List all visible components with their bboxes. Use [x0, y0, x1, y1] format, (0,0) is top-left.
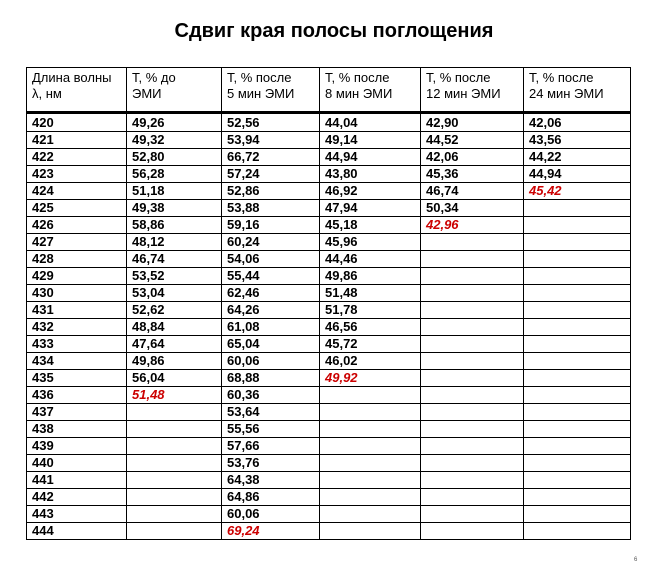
cell-after-5min: 53,88 — [222, 200, 320, 217]
header-line: Т, % после — [325, 70, 390, 85]
cell-after-5min: 57,24 — [222, 166, 320, 183]
cell-after-8min — [320, 421, 421, 438]
cell-after-8min: 46,56 — [320, 319, 421, 336]
header-before-emi — [127, 68, 222, 113]
cell-after-24min — [524, 421, 631, 438]
cell-after-12min — [421, 387, 524, 404]
cell-wavelength: 420 — [27, 113, 127, 132]
cell-wavelength: 439 — [27, 438, 127, 455]
cell-wavelength: 434 — [27, 353, 127, 370]
cell-after-8min: 47,94 — [320, 200, 421, 217]
cell-wavelength: 436 — [27, 387, 127, 404]
cell-before-emi — [127, 472, 222, 489]
table-row — [27, 506, 631, 523]
cell-after-5min: 61,08 — [222, 319, 320, 336]
cell-after-8min: 45,96 — [320, 234, 421, 251]
cell-after-5min: 60,36 — [222, 387, 320, 404]
table-row — [27, 387, 631, 404]
table-row — [27, 132, 631, 149]
cell-after-5min: 54,06 — [222, 251, 320, 268]
cell-after-12min — [421, 370, 524, 387]
cell-after-8min: 45,72 — [320, 336, 421, 353]
table-row — [27, 285, 631, 302]
cell-before-emi: 46,74 — [127, 251, 222, 268]
cell-after-24min — [524, 472, 631, 489]
cell-before-emi: 49,38 — [127, 200, 222, 217]
cell-after-24min — [524, 268, 631, 285]
table-row — [27, 251, 631, 268]
cell-after-5min: 57,66 — [222, 438, 320, 455]
cell-before-emi — [127, 506, 222, 523]
cell-after-12min — [421, 336, 524, 353]
cell-after-8min — [320, 404, 421, 421]
cell-after-12min — [421, 353, 524, 370]
cell-after-12min — [421, 251, 524, 268]
table-row — [27, 336, 631, 353]
cell-after-12min — [421, 523, 524, 540]
cell-before-emi: 51,48 — [127, 387, 222, 404]
cell-after-12min: 50,34 — [421, 200, 524, 217]
cell-after-5min: 52,86 — [222, 183, 320, 200]
cell-wavelength: 426 — [27, 217, 127, 234]
cell-wavelength: 424 — [27, 183, 127, 200]
cell-before-emi: 56,04 — [127, 370, 222, 387]
cell-after-8min — [320, 489, 421, 506]
cell-before-emi: 53,52 — [127, 268, 222, 285]
cell-after-5min: 60,06 — [222, 353, 320, 370]
table-row — [27, 353, 631, 370]
cell-after-24min: 42,06 — [524, 113, 631, 132]
cell-after-12min — [421, 268, 524, 285]
cell-after-5min: 68,88 — [222, 370, 320, 387]
cell-after-5min: 64,86 — [222, 489, 320, 506]
cell-after-8min: 44,04 — [320, 113, 421, 132]
cell-wavelength: 440 — [27, 455, 127, 472]
cell-after-24min — [524, 404, 631, 421]
cell-after-12min: 46,74 — [421, 183, 524, 200]
cell-wavelength: 431 — [27, 302, 127, 319]
cell-before-emi: 53,04 — [127, 285, 222, 302]
cell-before-emi — [127, 438, 222, 455]
cell-after-8min — [320, 506, 421, 523]
table-row — [27, 183, 631, 200]
cell-wavelength: 437 — [27, 404, 127, 421]
cell-before-emi: 48,84 — [127, 319, 222, 336]
cell-after-12min — [421, 234, 524, 251]
header-line: 5 мин ЭМИ — [227, 86, 295, 101]
cell-wavelength: 441 — [27, 472, 127, 489]
cell-wavelength: 444 — [27, 523, 127, 540]
cell-after-12min — [421, 302, 524, 319]
cell-wavelength: 429 — [27, 268, 127, 285]
cell-after-8min: 51,48 — [320, 285, 421, 302]
header-after-5min — [222, 68, 320, 113]
table-row — [27, 302, 631, 319]
cell-after-24min — [524, 387, 631, 404]
cell-after-24min — [524, 251, 631, 268]
cell-after-12min — [421, 472, 524, 489]
cell-wavelength: 442 — [27, 489, 127, 506]
cell-wavelength: 432 — [27, 319, 127, 336]
header-line: Т, % после — [426, 70, 491, 85]
table-row — [27, 523, 631, 540]
cell-before-emi: 58,86 — [127, 217, 222, 234]
cell-wavelength: 430 — [27, 285, 127, 302]
cell-after-12min — [421, 438, 524, 455]
cell-after-24min — [524, 302, 631, 319]
header-after-8min — [320, 68, 421, 113]
header-line: Т, % после — [227, 70, 292, 85]
header-line: Длина волны — [32, 70, 112, 85]
table-row — [27, 149, 631, 166]
cell-before-emi: 51,18 — [127, 183, 222, 200]
cell-after-24min — [524, 370, 631, 387]
cell-after-24min — [524, 200, 631, 217]
cell-after-12min — [421, 421, 524, 438]
cell-after-8min — [320, 523, 421, 540]
cell-after-5min: 62,46 — [222, 285, 320, 302]
cell-wavelength: 421 — [27, 132, 127, 149]
cell-after-12min: 42,96 — [421, 217, 524, 234]
header-line: ЭМИ — [132, 86, 162, 101]
cell-after-12min: 42,06 — [421, 149, 524, 166]
table-row — [27, 404, 631, 421]
cell-after-12min — [421, 506, 524, 523]
cell-before-emi — [127, 523, 222, 540]
cell-after-5min: 69,24 — [222, 523, 320, 540]
cell-after-8min: 51,78 — [320, 302, 421, 319]
cell-after-5min: 64,26 — [222, 302, 320, 319]
cell-after-8min: 46,02 — [320, 353, 421, 370]
cell-after-5min: 55,44 — [222, 268, 320, 285]
cell-after-24min — [524, 523, 631, 540]
cell-after-8min: 43,80 — [320, 166, 421, 183]
cell-after-24min — [524, 506, 631, 523]
cell-after-5min: 53,94 — [222, 132, 320, 149]
cell-after-8min: 44,94 — [320, 149, 421, 166]
cell-wavelength: 428 — [27, 251, 127, 268]
table-row — [27, 370, 631, 387]
cell-after-8min — [320, 438, 421, 455]
cell-after-24min: 44,94 — [524, 166, 631, 183]
cell-after-12min: 44,52 — [421, 132, 524, 149]
table-row — [27, 113, 631, 132]
cell-before-emi: 48,12 — [127, 234, 222, 251]
cell-after-5min: 66,72 — [222, 149, 320, 166]
cell-after-8min: 49,86 — [320, 268, 421, 285]
cell-before-emi — [127, 455, 222, 472]
table-row — [27, 455, 631, 472]
cell-after-24min: 44,22 — [524, 149, 631, 166]
cell-after-12min — [421, 455, 524, 472]
cell-after-8min — [320, 472, 421, 489]
cell-after-5min: 53,76 — [222, 455, 320, 472]
cell-after-5min: 52,56 — [222, 113, 320, 132]
cell-before-emi — [127, 421, 222, 438]
cell-after-24min: 45,42 — [524, 183, 631, 200]
cell-after-12min — [421, 404, 524, 421]
cell-wavelength: 438 — [27, 421, 127, 438]
cell-after-24min: 43,56 — [524, 132, 631, 149]
cell-before-emi: 52,62 — [127, 302, 222, 319]
cell-after-12min: 45,36 — [421, 166, 524, 183]
cell-after-24min — [524, 489, 631, 506]
cell-after-24min — [524, 336, 631, 353]
cell-after-8min: 45,18 — [320, 217, 421, 234]
cell-after-8min — [320, 455, 421, 472]
cell-before-emi: 52,80 — [127, 149, 222, 166]
cell-after-24min — [524, 234, 631, 251]
cell-wavelength: 423 — [27, 166, 127, 183]
cell-before-emi: 56,28 — [127, 166, 222, 183]
cell-wavelength: 443 — [27, 506, 127, 523]
cell-after-5min: 53,64 — [222, 404, 320, 421]
table-body — [27, 113, 631, 540]
cell-after-5min: 65,04 — [222, 336, 320, 353]
cell-after-5min: 55,56 — [222, 421, 320, 438]
table-row — [27, 234, 631, 251]
cell-after-8min: 44,46 — [320, 251, 421, 268]
table-row — [27, 438, 631, 455]
cell-after-24min — [524, 319, 631, 336]
absorption-edge-table — [26, 67, 631, 540]
cell-after-12min: 42,90 — [421, 113, 524, 132]
header-line: 12 мин ЭМИ — [426, 86, 501, 101]
header-after-24min — [524, 68, 631, 113]
cell-after-24min — [524, 217, 631, 234]
table-row — [27, 319, 631, 336]
table-row — [27, 217, 631, 234]
cell-after-24min — [524, 455, 631, 472]
table-row — [27, 472, 631, 489]
cell-after-12min — [421, 285, 524, 302]
cell-before-emi: 49,26 — [127, 113, 222, 132]
cell-wavelength: 425 — [27, 200, 127, 217]
cell-after-5min: 60,06 — [222, 506, 320, 523]
cell-before-emi: 47,64 — [127, 336, 222, 353]
cell-wavelength: 435 — [27, 370, 127, 387]
header-wavelength — [27, 68, 127, 113]
cell-after-8min: 46,92 — [320, 183, 421, 200]
table-row — [27, 268, 631, 285]
table-row — [27, 421, 631, 438]
cell-before-emi — [127, 489, 222, 506]
header-line: 8 мин ЭМИ — [325, 86, 393, 101]
header-line: 24 мин ЭМИ — [529, 86, 604, 101]
header-line: Т, % после — [529, 70, 594, 85]
cell-after-5min: 60,24 — [222, 234, 320, 251]
cell-after-5min: 64,38 — [222, 472, 320, 489]
cell-after-5min: 59,16 — [222, 217, 320, 234]
cell-before-emi — [127, 404, 222, 421]
cell-before-emi: 49,32 — [127, 132, 222, 149]
page-title: Сдвиг края полосы поглощения — [174, 20, 494, 42]
cell-wavelength: 433 — [27, 336, 127, 353]
cell-after-24min — [524, 285, 631, 302]
cell-after-8min: 49,14 — [320, 132, 421, 149]
cell-after-8min — [320, 387, 421, 404]
cell-wavelength: 427 — [27, 234, 127, 251]
cell-after-24min — [524, 353, 631, 370]
table-header-row — [27, 68, 631, 113]
table-row — [27, 166, 631, 183]
cell-after-12min — [421, 319, 524, 336]
page-number: 6 — [634, 557, 638, 563]
cell-wavelength: 422 — [27, 149, 127, 166]
cell-after-12min — [421, 489, 524, 506]
header-line: λ, нм — [32, 86, 62, 101]
cell-before-emi: 49,86 — [127, 353, 222, 370]
table-row — [27, 489, 631, 506]
header-after-12min — [421, 68, 524, 113]
header-line: Т, % до — [132, 70, 176, 85]
cell-after-8min: 49,92 — [320, 370, 421, 387]
table-row — [27, 200, 631, 217]
cell-after-24min — [524, 438, 631, 455]
